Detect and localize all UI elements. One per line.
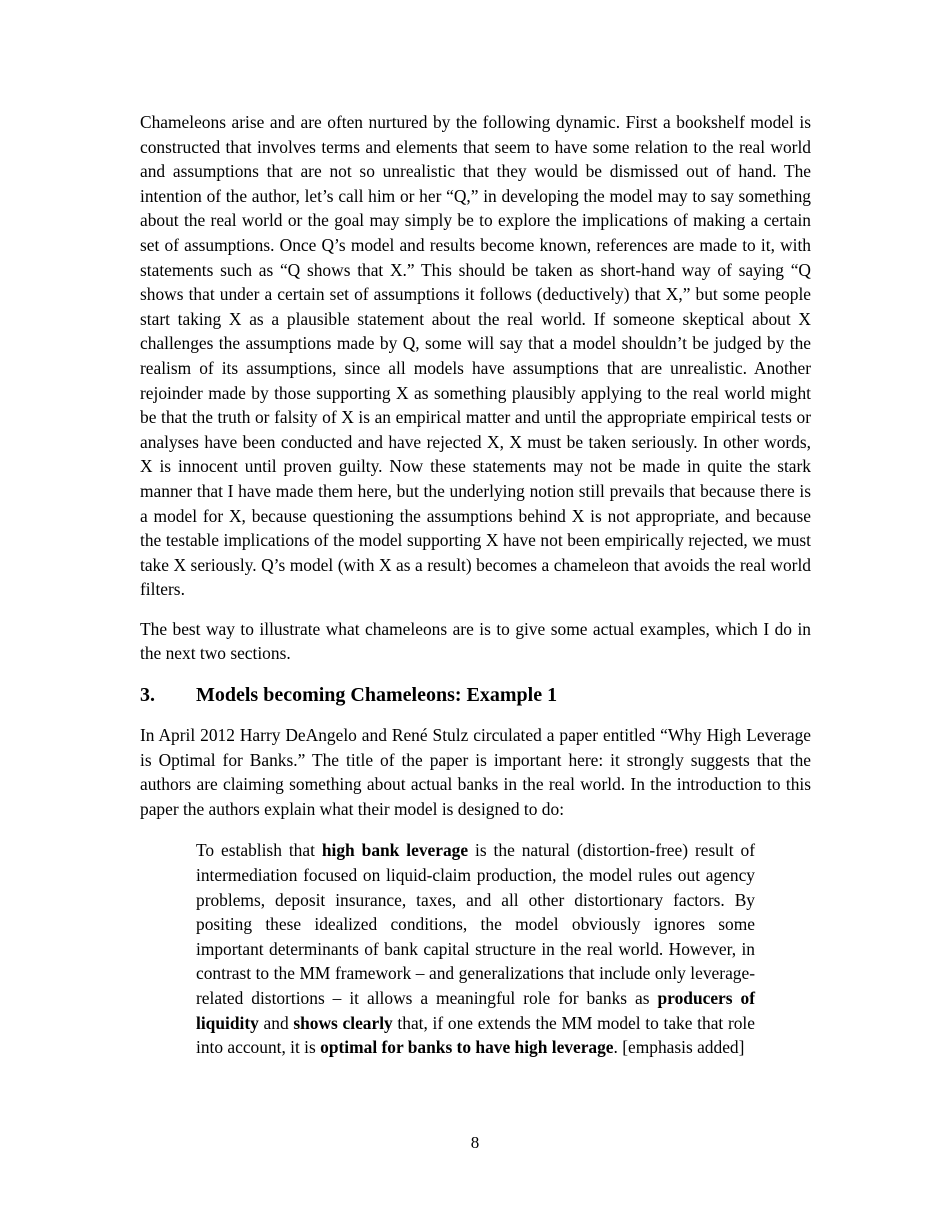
quote-emphasis-optimal-leverage: optimal for banks to have high leverage [320,1037,614,1058]
quote-text-4: that, if one extends the MM model to take that role into account, it is [196,1012,755,1058]
paragraph-illustrate-examples: The best way to illustrate what chameleons are is to give some actual examples, which I do in the next two sections. [140,618,811,664]
paragraph-chameleons-dynamic: Chameleons arise and are often nurtured by the following dynamic. First a bookshelf model is constructed that involves terms and elements that seem to have some relation to the real world and assumptions that are not so unrealistic that they would be dismissed out of hand. The intention of the author, let’s call him or her “Q,” in developing the model may to say something about the real world or the goal may simply be to explore the implications of making a certain set of assumptions. Once Q’s model and results become known, references are made to it, with statements such as “Q shows that X.” This should be taken as short-hand way of saying “Q shows that under a certain set of assumptions it follows (deductively) that X,” but some people start taking X as a plausible statement about the real world. If someone skeptical about X challenges the assumptions made by Q, some will say that a model shouldn’t be judged by the realism of its assumptions, since all models have assumptions that are unrealistic. Another rejoinder made by those supporting X as something plausibly applying to the real world might be that the truth or falsity of X is an empirical matter and until the appropriate empirical tests or analyses have been conducted and have rejected X, X must be taken seriously. In other words, X is innocent until proven guilty. Now these statements may not be made in quite the stark manner that I have made them here, but the underlying notion still prevails that because there is a model for X, because questioning the assumptions behind X is not appropriate, and because the testable implications of the model supporting X have not been empirically rejected, we must take X seriously. Q’s model (with X as a result) becomes a chameleon that avoids the real world filters. [140,112,811,600]
quote-text-3: and [258,1012,294,1033]
page-number: 8 [470,1133,480,1152]
quote-emphasis-shows-clearly: shows clearly [293,1012,393,1033]
quote-text-1: To establish that [196,840,322,861]
paragraph-deangelo-stulz: In April 2012 Harry DeAngelo and René Stulz circulated a paper entitled “Why High Leverage is Optimal for Banks.” The title of the paper is important here: it strongly suggests that the authors are claiming something about actual banks in the real world. In the introduction to this paper the authors explain what their model is designed to do: [140,725,811,819]
section-title: Models becoming Chameleons: Example 1 [196,684,558,707]
quote-text-5: . [emphasis added] [613,1037,745,1058]
section-heading [140,680,811,710]
quote-emphasis-high-bank-leverage: high bank leverage [321,840,469,861]
section-number: 3. [140,684,155,707]
quote-text-2: is the natural (distortion-free) result of intermediation focused on liquid-claim production, the model rules out agency problems, deposit insurance, taxes, and all other distortionary factors. By positing these idealized conditions, the model obviously ignores some important determinants of bank capital structure in the real world. However, in contrast to the MM framework – and generalizations that include only leverage-related distortions – it allows a meaningful role for banks as [196,840,755,1008]
page-content [140,110,811,1060]
block-quote [196,838,755,1059]
quote-emphasis-producers-of-liquidity: producers of liquidity [196,988,755,1033]
